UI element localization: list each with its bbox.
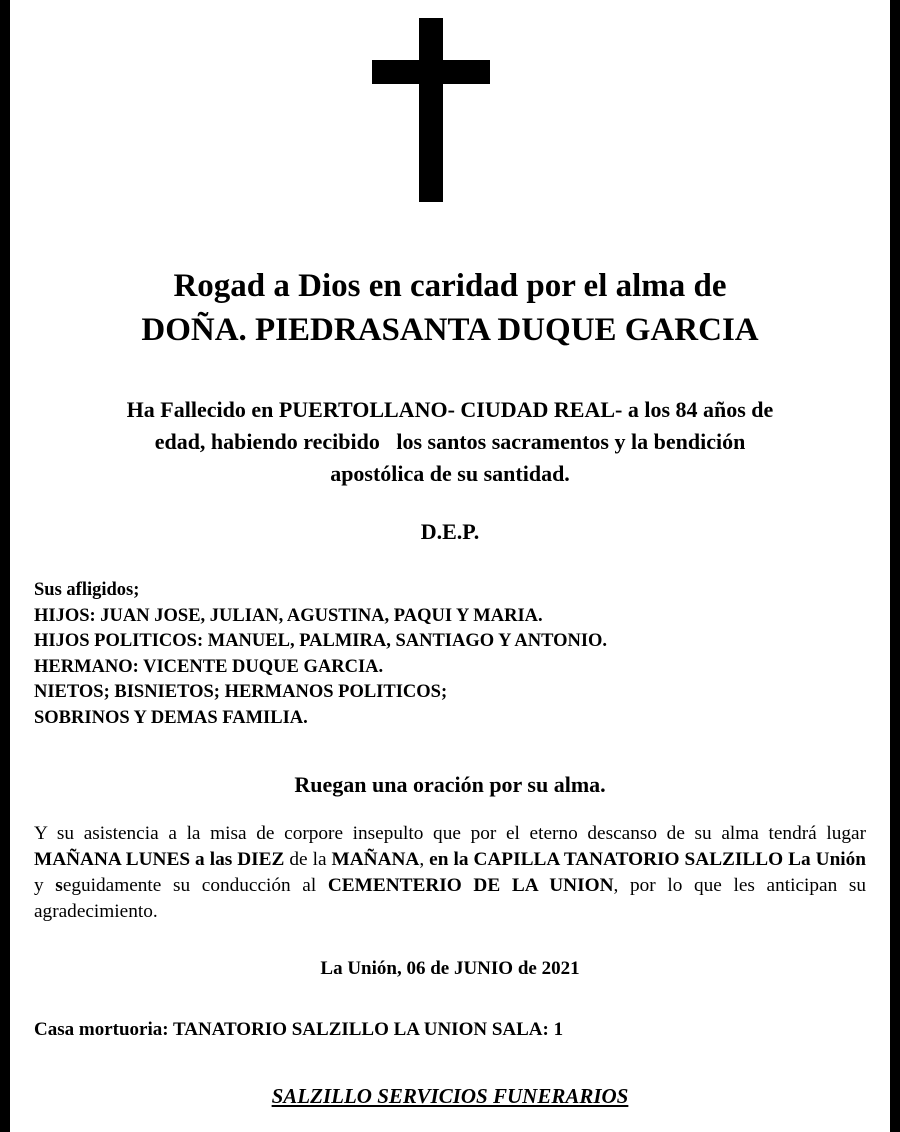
family-brother: HERMANO: VICENTE DUQUE GARCIA. — [34, 656, 384, 677]
cross-horizontal-bar — [372, 60, 490, 84]
family-intro: Sus afligidos; — [34, 580, 140, 600]
dep-label: D.E.P. — [420, 519, 480, 544]
latin-cross-icon — [372, 18, 490, 202]
deceased-name: DOÑA. PIEDRASANTA DUQUE GARCIA — [141, 312, 759, 348]
mass-cemetery: CEMENTERIO DE LA UNION — [327, 875, 614, 896]
family-children: HIJOS: JUAN JOSE, JULIAN, AGUSTINA, PAQUI Y MARIA. — [34, 605, 543, 626]
funeral-home: Casa mortuoria: TANATORIO SALZILLO LA UNION SALA: 1 — [34, 1019, 564, 1040]
prayer-request: Ruegan una oración por su alma. — [294, 772, 606, 797]
mass-chapel: en la CAPILLA TANATORIO SALZILLO La Unión — [429, 849, 867, 870]
mass-details — [34, 821, 866, 925]
family-grandchildren: NIETOS; BISNIETOS; HERMANOS POLITICOS; — [34, 682, 448, 702]
death-notice — [40, 394, 860, 490]
cross-vertical-bar — [419, 18, 443, 202]
prayer-heading: Rogad a Dios en caridad por el alma de — [173, 268, 727, 304]
family-in-laws: HIJOS POLITICOS: MANUEL, PALMIRA, SANTIAGO Y ANTONIO. — [34, 631, 608, 651]
mass-morning: MAÑANA — [331, 849, 420, 870]
date-line: La Unión, 06 de JUNIO de 2021 — [320, 958, 580, 979]
death-notice-line-2: edad, habiendo recibido los santos sacramentos y la bendición — [154, 429, 746, 454]
mass-time: MAÑANA LUNES a las DIEZ — [34, 849, 285, 870]
mass-text-3: , — [419, 849, 430, 870]
footer-company: SALZILLO SERVICIOS FUNERARIOS — [271, 1084, 629, 1108]
mass-text-5: eguidamente su conducción al — [62, 875, 328, 896]
family-nephews: SOBRINOS Y DEMAS FAMILIA. — [34, 707, 308, 728]
mass-bold-s: s — [55, 875, 63, 896]
mass-text-2: de la — [284, 849, 332, 870]
death-notice-line-3: apostólica de su santidad. — [330, 461, 570, 486]
mass-text-4: y — [34, 875, 56, 896]
family-list — [34, 578, 874, 731]
death-notice-line-1: Ha Fallecido en PUERTOLLANO- CIUDAD REAL- a los 84 años de — [126, 397, 774, 422]
mass-text-6: , por lo que les anticipan su agradecimiento. — [34, 875, 867, 922]
mass-text-1: Y su asistencia a la misa de corpore insepulto que por el eterno descanso de su alma tendrá lugar — [34, 823, 866, 844]
